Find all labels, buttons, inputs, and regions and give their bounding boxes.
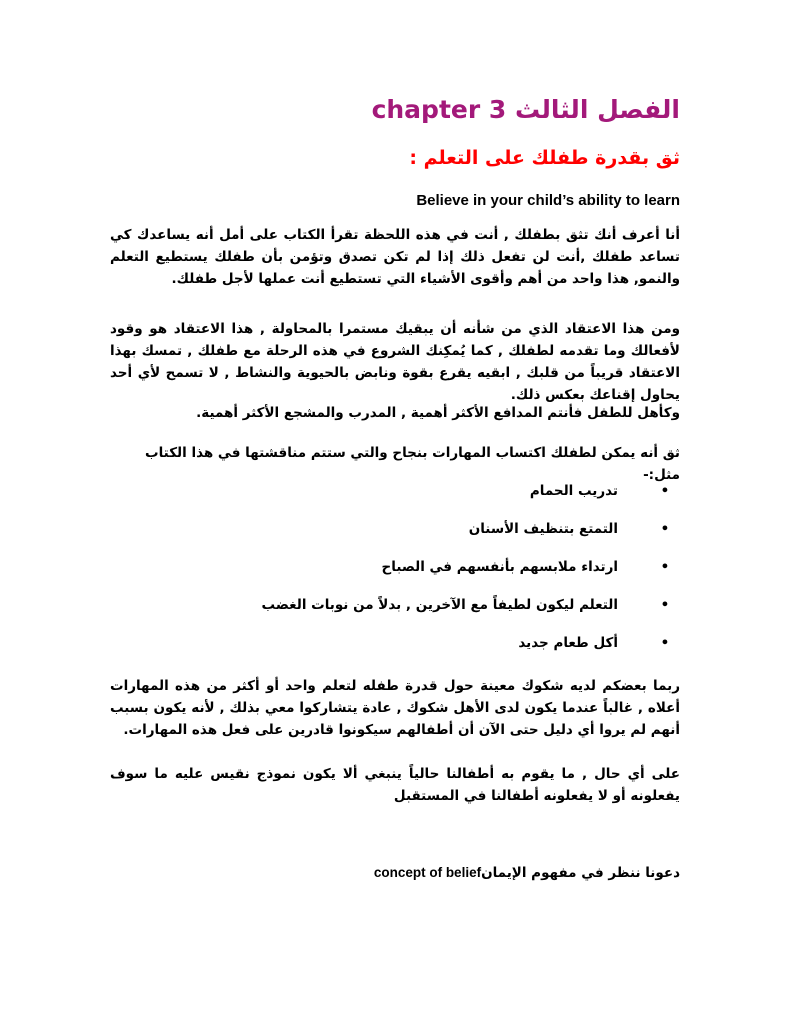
bullet-icon: • (660, 521, 670, 537)
paragraph-intro (110, 224, 680, 290)
paragraph-text: على أي حال , ما يقوم به أطفالنا حالياً ينبغي ألا يكون نموذج نقيس عليه ما سوف يفعلونه أو لا يفعلونه أطفالنا في المستقبل (110, 766, 680, 804)
paragraph-text: ربما بعضكم لديه شكوك معينة حول قدرة طفله لتعلم واحد أو أكثر من هذه المهارات أعلاه , غالباً عندما يكون لدى الأهل شكوك , عادة يتشاركوا معي بذلك , لأنه يكون بسبب أنهم لم يروا أي دليل حتى الآن أن أطفالهم سيكونوا قادرين على فعل هذه المهارات. (110, 678, 680, 738)
chapter-title: الفصل الثالث chapter 3 (371, 95, 680, 124)
list-item-text: التعلم ليكون لطيفاً مع الآخرين , بدلاً من نوبات الغضب (261, 597, 618, 613)
list-item (150, 556, 680, 594)
chapter-subtitle: ثق بقدرة طفلك على التعلم : (409, 147, 680, 169)
closing-arabic-text: دعونا ننظر في مفهوم الإيمان (481, 865, 680, 881)
closing-line (300, 862, 680, 884)
bullet-icon: • (660, 483, 670, 499)
paragraph-doubts (110, 675, 680, 741)
list-item (150, 518, 680, 556)
paragraph-parents (110, 402, 680, 424)
paragraph-belief (110, 318, 680, 406)
english-heading: Believe in your child’s ability to learn (416, 192, 680, 209)
paragraph-text: ثق أنه يمكن لطفلك اكتساب المهارات بنجاح والتي ستتم مناقشتها في هذا الكتاب مثل:- (145, 445, 680, 483)
paragraph-text: ومن هذا الاعتقاد الذي من شأنه أن يبقيك مستمرا بالمحاولة , هذا الاعتقاد هو وقود لأفعالك وما تقدمه لطفلك , كما يُمكِنك الشروع في هذه الرحلة مع طفلك , تمسك بهذا الاعتقاد قريباً من قلبك , ابقيه يقرع بقوة ونابض بالحيوية والنشاط , لا تسمح لأي أحد يحاول إقناعك بعكس ذلك. (110, 321, 680, 403)
skills-list (150, 480, 680, 670)
list-item (150, 632, 680, 670)
paragraph-future (110, 763, 680, 807)
list-item-text: التمتع بتنظيف الأسنان (468, 521, 618, 537)
list-item-text: ارتداء ملابسهم بأنفسهم في الصباح (381, 559, 618, 575)
list-item-text: أكل طعام جديد (518, 635, 618, 651)
list-item-text: تدريب الحمام (529, 483, 618, 499)
list-item (150, 480, 680, 518)
paragraph-text: أنا أعرف أنك تثق بطفلك , أنت في هذه اللحظة تقرأ الكتاب على أمل أنه يساعدك كي تساعد طفلك ,أنت لن تفعل ذلك إذا لم تكن تصدق وتؤمن بأن طفلك يستطيع التعلم والنمو, هذا واحد من أهم وأقوى الأشياء التي تستطيع أنت عملها لأجل طفلك. (110, 227, 680, 287)
closing-english-text: concept of belief (373, 865, 482, 880)
bullet-icon: • (660, 597, 670, 613)
list-item (150, 594, 680, 632)
paragraph-text: وكأهل للطفل فأنتم المدافع الأكثر أهمية , المدرب والمشجع الأكثر أهمية. (196, 405, 680, 421)
bullet-icon: • (660, 559, 670, 575)
bullet-icon: • (660, 635, 670, 651)
